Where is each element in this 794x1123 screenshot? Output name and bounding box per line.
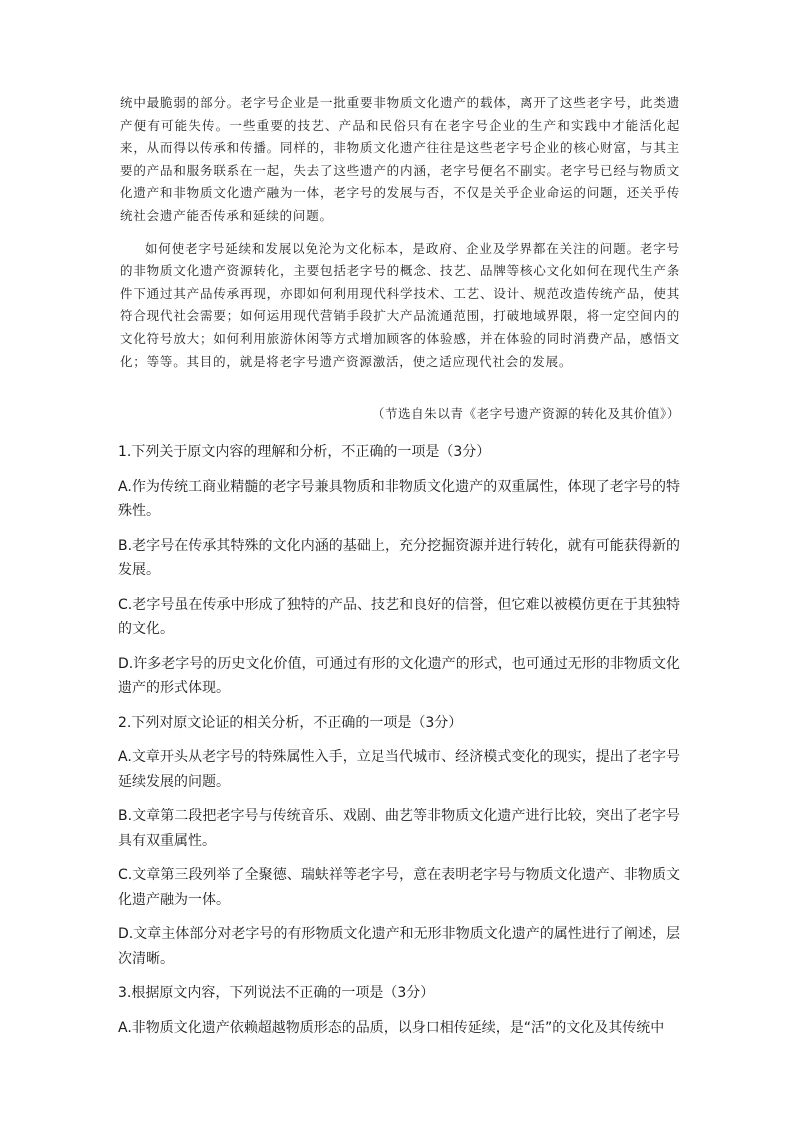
question-block xyxy=(118,711,680,972)
question-list xyxy=(118,440,680,1050)
question-stem: 2.下列对原文论证的相关分析，不正确的一项是（3分） xyxy=(118,714,463,731)
option-a: A.非物质文化遗产依赖超越物质形态的品质，以身口相传延续，是“活”的文化及其传统中 xyxy=(118,1019,665,1036)
option-d: D.文章主体部分对老字号的有形物质文化遗产和无形非物质文化遗产的属性进行了阐述，层次清晰。 xyxy=(118,926,680,967)
option-c: C.老字号虽在传承中形成了独特的产品、技艺和良好的信誉，但它难以被模仿更在于其独特的文化。 xyxy=(118,596,680,637)
question-stem: 3.根据原文内容，下列说法不正确的一项是（3分） xyxy=(118,985,435,1001)
question-stem: 1.下列关于原文内容的理解和分析，不正确的一项是（3分） xyxy=(118,444,491,460)
option-d: D.许多老字号的历史文化价值，可通过有形的文化遗产的形式，也可通过无形的非物质文化遗产的形式体现。 xyxy=(118,655,680,696)
passage-paragraph: 如何使老字号延续和发展以免沦为文化标本，是政府、企业及学界都在关注的问题。老字号的非物质文化遗产资源转化，主要包括老字号的概念、技艺、品牌等核心文化如何在现代生产条件下通过其产品传承再现，亦即如何利用现代科学技术、工艺、设计、规范改造传统产品，使其符合现代社会需要；如何运用现代营销手段扩大产品流通范围，打破地域界限，将一定空间内的文化符号放大；如何利用旅游休闲等方式增加顾客的体验感，并在体验的同时消费产品，感悟文化；等等。其目的，就是将老字号遗产资源激活，使之适应现代社会的发展。 xyxy=(120,240,680,369)
passage-paragraph: 统中最脆弱的部分。老字号企业是一批重要非物质文化遗产的载体，离开了这些老字号，此类遗产便有可能失传。一些重要的技艺、产品和民俗只有在老字号企业的生产和实践中才能活化起来，从而得以传承和传播。同样的，非物质文化遗产往往是这些老字号企业的核心财富，与其主要的产品和服务联系在一起，失去了这些遗产的内涵，老字号便名不副实。老字号已经与物质文化遗产和非物质文化遗产融为一体，老字号的发展与否，不仅是关乎企业命运的问题，还关乎传统社会遗产能否传承和延续的问题。 xyxy=(120,95,680,223)
option-b: B.文章第二段把老字号与传统音乐、戏剧、曲艺等非物质文化遗产进行比较，突出了老字号具有双重属性。 xyxy=(118,808,680,849)
option-a: A.文章开头从老字号的特殊属性入手，立足当代城市、经济模式变化的现实，提出了老字号延续发展的问题。 xyxy=(118,749,680,790)
reading-passage xyxy=(120,92,680,383)
option-b: B.老字号在传承其特殊的文化内涵的基础上，充分挖掘资源并进行转化，就有可能获得新的发展。 xyxy=(118,537,680,578)
option-a: A.作为传统工商业精髓的老字号兼具物质和非物质文化遗产的双重属性，体现了老字号的特殊性。 xyxy=(118,478,680,519)
question-block xyxy=(118,981,680,1040)
option-c: C.文章第三段列举了全聚德、瑞蚨祥等老字号，意在表明老字号与物质文化遗产、非物质文化遗产融为一体。 xyxy=(118,867,680,908)
passage-source: （节选自朱以青《老字号遗产资源的转化及其价值》） xyxy=(371,406,680,421)
question-block xyxy=(118,440,680,701)
